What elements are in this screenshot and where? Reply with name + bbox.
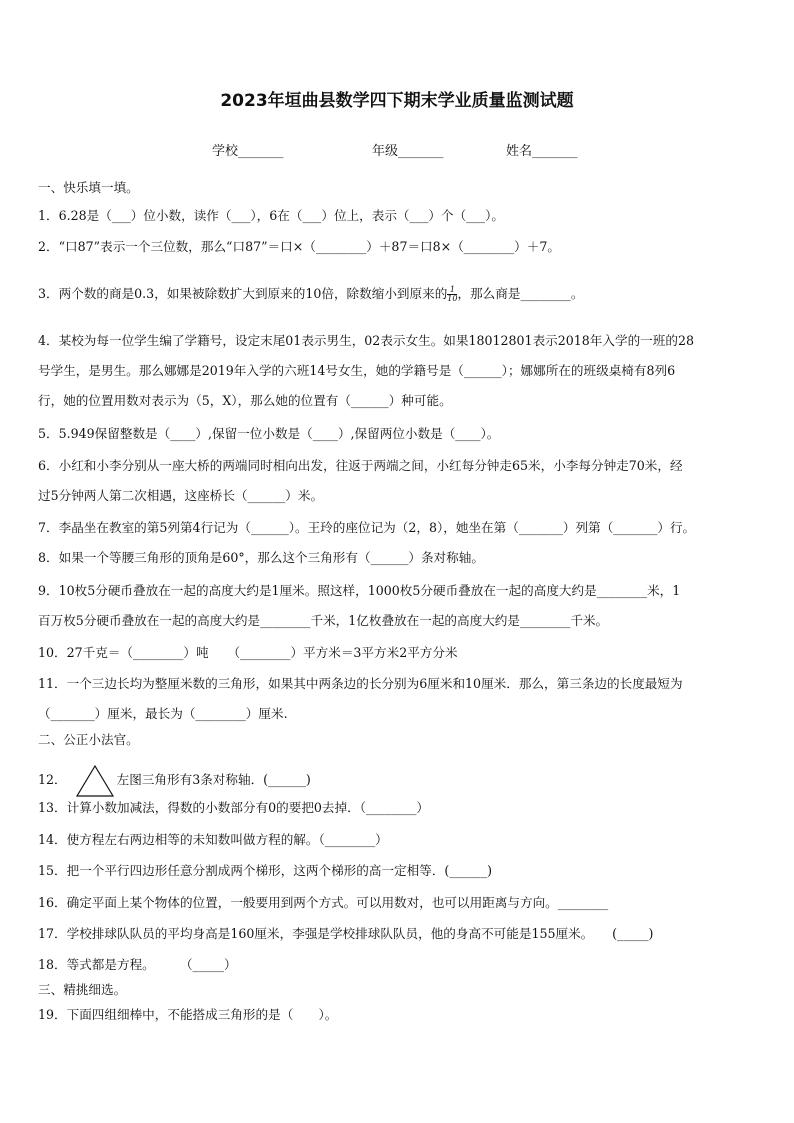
name-field: 姓名_______ bbox=[506, 144, 578, 159]
question-line: 号学生，是男生。那么娜娜是2019年入学的六班14号女生，她的学籍号是（______）；娜娜所在的班级桌椅有8列6 bbox=[38, 363, 676, 378]
fraction-numerator: 1 bbox=[447, 286, 457, 295]
question-line: 6．小红和小李分别从一座大桥的两端同时相向出发，往返于两端之间，小红每分钟走65米，小李每分钟走70米，经 bbox=[38, 458, 683, 473]
question-line: 10．27千克＝（________）吨 （________）平方米＝3平方米2平方分米 bbox=[38, 645, 458, 660]
question-line: 百万枚5分硬币叠放在一起的高度大约是________千米，1亿枚叠放在一起的高度大约是________千米。 bbox=[38, 613, 609, 628]
question-line: 17．学校排球队队员的平均身高是160厘米，李强是学校排球队队员，他的身高不可能是155厘米。 (_____) bbox=[38, 926, 654, 941]
question-line: 16．确定平面上某个物体的位置，一般要用到两个方式。可以用数对，也可以用距离与方向。________ bbox=[38, 895, 609, 910]
question-line: 15．把一个平行四边形任意分割成两个梯形，这两个梯形的高一定相等．(______) bbox=[38, 863, 493, 878]
question-text: 左图三角形有3条对称轴．(______) bbox=[116, 772, 311, 787]
question-line: 行，她的位置用数对表示为（5，X），那么她的位置有（______）种可能。 bbox=[38, 393, 452, 408]
fraction-denominator: 10 bbox=[447, 294, 458, 303]
question-line: 过5分钟两人第二次相遇，这座桥长（______）米。 bbox=[38, 488, 324, 503]
question-line: 8．如果一个等腰三角形的顶角是60°，那么这个三角形有（______）条对称轴。 bbox=[38, 550, 484, 565]
question-line: （_______）厘米，最长为（________）厘米. bbox=[38, 706, 288, 721]
section-heading: 二、公正小法官。 bbox=[38, 732, 139, 747]
question-line: 18．等式都是方程。 （_____） bbox=[38, 957, 237, 972]
fraction bbox=[447, 286, 457, 303]
question-line: 11．一个三边长均为整厘米数的三角形，如果其中两条边的长分别为6厘米和10厘米．那么，第三条边的长度最短为 bbox=[38, 676, 683, 691]
question-line: 5．5.949保留整数是（____）,保留一位小数是（____）,保留两位小数是（____）。 bbox=[38, 426, 500, 441]
grade-field: 年级_______ bbox=[372, 144, 444, 159]
question-3 bbox=[38, 284, 583, 304]
question-line: 13．计算小数加减法，得数的小数部分有0的要把0去掉．（________） bbox=[38, 800, 429, 815]
question-12 bbox=[38, 762, 311, 798]
school-field: 学校_______ bbox=[212, 144, 284, 159]
question-text: 3．两个数的商是0.3，如果被除数扩大到原来的10倍，除数缩小到原来的 bbox=[38, 286, 448, 301]
question-line: 14．使方程左右两边相等的未知数叫做方程的解。（________） bbox=[38, 832, 388, 847]
question-line: 4．某校为每一位学生编了学籍号，设定末尾01表示男生，02表示女生。如果18012801表示2018年入学的一班的28 bbox=[38, 333, 694, 348]
question-line: 19．下面四组细棒中，不能搭成三角形的是（ ）。 bbox=[38, 1007, 338, 1022]
question-line: 9．10枚5分硬币叠放在一起的高度大约是1厘米。照这样，1000枚5分硬币叠放在一起的高度大约是________米，1 bbox=[38, 583, 681, 598]
page-title: 2023年垣曲县数学四下期末学业质量监测试题 bbox=[220, 91, 574, 111]
question-line: 7．李晶坐在教室的第5列第4行记为（______）。王玲的座位记为（2，8），她坐在第（_______）列第（_______）行。 bbox=[38, 520, 696, 535]
section-heading: 一、快乐填一填。 bbox=[38, 180, 139, 195]
question-line: 1．6.28是（___）位小数，读作（___），6在（___）位上，表示（___）个（___）。 bbox=[38, 208, 504, 223]
triangle-figure bbox=[75, 764, 115, 798]
question-line: 2．“口87”表示一个三位数，那么“口87”＝口×（________）＋87＝口8×（________）＋7。 bbox=[38, 239, 560, 254]
question-number: 12． bbox=[38, 772, 67, 787]
section-heading: 三、精挑细选。 bbox=[38, 982, 127, 997]
question-text: ，那么商是________。 bbox=[457, 286, 584, 301]
